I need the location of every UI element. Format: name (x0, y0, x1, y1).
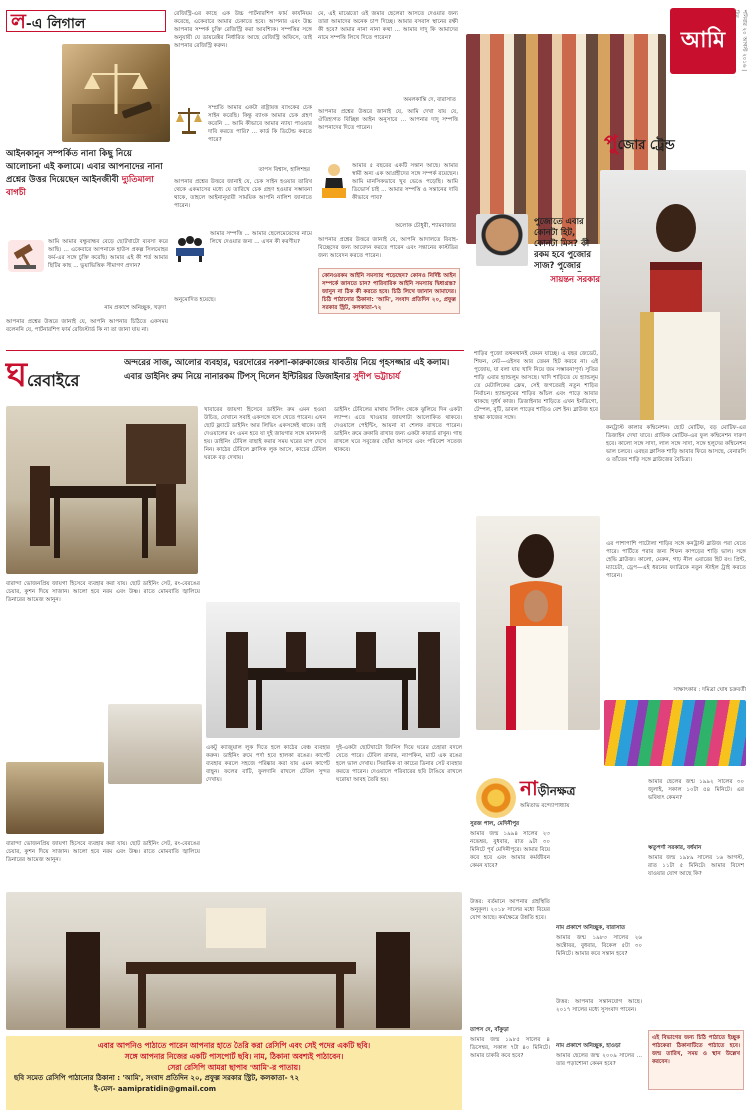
recipe-banner (6, 1036, 462, 1110)
horo-q4: আমার ছেলের জন্ম ২০০৯ সালের ... তার পড়াশোনা কেমন হবে? (556, 1053, 642, 1067)
home-intro-text: অন্দরের সাজ, আলোর ব্যবহার, ঘরদোরের নকশা-কারুকাজের যাবতীয় নিয়ে গৃহসজ্জার এই কলাম। এবার ডাইনিং রুম নিয়ে নানারকম টিপস্‌ দিলেন ইন্টিরিয়র ডিজাইনার (124, 357, 450, 381)
home-col-5: দুই-একটা ছোটখাটো জিনিস দিয়ে ঘরের চেহারা বদলে যেতে পারে। টেবিল রানার, ন্যাপকিন, ম্যাট এক রঙের হলে ভাল দেখায়। সিরামিক বা কাচের ডিনার সেট ব্যবহার করতে পারেন। দেওয়ালে পরিবারের ছবি টাঙিয়ে রাখলে ঘরোয়া আবহ তৈরি হয়। (336, 745, 462, 783)
model-red-blouse-photo (600, 170, 746, 420)
puja-trend-title (604, 128, 746, 152)
horo-author: অমিতাভ বন্দ্যোপাধ্যায় (520, 803, 570, 809)
legal-q1-name: নাম প্রকাশে অনিচ্ছুক, খড়দা (104, 305, 166, 311)
dining-photo-4 (6, 762, 104, 834)
legal-col3-name: অমলকান্তি দে, বারাসাত (403, 97, 456, 103)
legal-intro-text: আইনকানুন সম্পর্কিত নানা কিছু নিয়ে আলোচনা এই কলামে। এবার আপনাদের নানা প্রশ্নের উত্তর দিয়েছেন আইনজীবী (6, 149, 163, 185)
puja-credit: সাক্ষাৎকার : দমিত্রা ঘোষ চক্রবর্তী (673, 687, 746, 693)
horo-note-box (648, 1030, 744, 1090)
horo-q3: আমার জন্ম ১৯৮৫ সালের ৪ ডিসেম্বর, সকাল ৭টা ৪০ মিনিটে। আমার চাকরি কবে হবে? (470, 1037, 550, 1059)
dining-photo-5 (6, 892, 462, 1030)
banner-line-5: ই-মেল- aamipratidin@gmail.com (94, 1085, 217, 1093)
puja-body-3: এর পাশাপাশি পাটোলা শাড়ির সঙ্গে কনট্রাস্ট ব্লাউজ পরা যেতে পারে। পার্টিতে পরার জন্য শিফন কাপড়ের শাড়ি ভাল। সঙ্গে হেভি ব্লাউজ। কালো, মেরুন, গাঢ় নীল এবারের হিট রং। প্রিন্ট, ম্যাচেটা, ড্রেপ—এই ধরনের ফ্যাব্রিকে নতুন স্টাইল ট্রাই করতে পারেন। (606, 541, 746, 579)
gavel-icon (8, 240, 44, 272)
legal-answer-1: আপনার প্রশ্নের উত্তরে জানাই যে, আপনি আপনার চিঠিতে একসময় বলেননি যে, পার্টনারশিপ ফার্ম রেজিস্টার্ড কি না তা জানা যায় না। (6, 319, 168, 333)
legal-col2d-tail: অনুমোদিত হয়েছে। (174, 297, 216, 303)
horo-q4-name: নাম প্রকাশে অনিচ্ছুক, হাওড়া (556, 1043, 621, 1049)
dining-photo-2 (206, 602, 460, 738)
meeting-icon (174, 230, 206, 264)
legal-col3d-text: আপনার প্রশ্নের উত্তরে জানাই যে, আপনি আদালতে বিবাহ-বিচ্ছেদের জন্য আবেদন করতে পারেন এবং সন্তানের কাস্টডির জন্য আবেদন করতে পারেন। (318, 237, 458, 258)
logo-text: আমি (680, 26, 726, 53)
legal-col3b-text: আপনার প্রশ্নের উত্তরে জানাই যে, আমি দেখা যায় যে, ঐতিহ্যগত বিচ্ছিন্ন আইন অনুসারে ... আপনার দাদু সম্পত্তি আপনাদের দিতে পারেন। (318, 109, 458, 131)
banner-line-2: সঙ্গে আপনার নিজের একটি পাসপোর্ট ছবি। নাম, ঠিকানা অবশ্যই পাঠাবেন। (124, 1052, 344, 1061)
home-decor-header-rule (6, 350, 464, 351)
banner-line-3: সেরা রেসিপি আমরা ছাপাব 'আমি'-র পাতায়। (167, 1063, 301, 1072)
horo-note-text: এই বিভাগের জন্য চিঠি পাঠাতে ইচ্ছুক পাঠকেরা ঠিকানাটিতে পাঠাতে হবে। জন্ম তারিখ, সময় ও স্থান উল্লেখ করবেন। (652, 1035, 740, 1065)
puja-body-2: কনট্রাস্ট কালার কম্বিনেশন। ছোট মোটিফ, বড় মোটিফ-এর ডিজাইন দেখা যাবে। গ্রাফিক মোটিফ-এর ফুল কম্বিনেশন দারুণ হবে। কালো সঙ্গে সাদা, লাল সঙ্গে সাদা, সঙ্গে হলুদের কম্বিনেশন ভাল চলবে। এবছর ক্লাসিক শাড়ি আবার ফিরে আসছে, বেনারসি ও তাঁতের শাড়ি সঙ্গে ব্লাউজের বৈচিত্র্য। (606, 425, 746, 463)
zodiac-wheel-icon (476, 778, 516, 818)
home-decor-intro (124, 356, 464, 400)
legal-col2c-text: আপনার প্রশ্নের উত্তরে জানাই যে, চেক সাইন হওয়ার তারিখ থেকে একমাসের মধ্যে যে তারিখে চেক গ্রহণ হওয়ার সম্ভাবনা থাকে, তাহলে আইনানুযায়ী সাময়িক আপনি নালিশ জানাতে পারেন। (174, 179, 312, 209)
horo-q2-name: নাম প্রকাশে অনিচ্ছুক, বারাসাত (556, 925, 626, 931)
model-back-blouse-photo (476, 516, 600, 730)
legal-col2-text: রেজিস্ট্রি-এর কাছে এক উচ্চ পার্টনারশিপ ফার্ম কাৰ্যনিয়ম করেছে, একেবারে আমার চেকাতে হবে। আপনার এবং উচ্চ আপনার সম্পর্ক চুক্তি রেজিস্ট্রি করা আবশ্যিক। সম্পত্তির সঙ্গে অনুযায়ী যে ডায়রেক্টর নির্ধারিত আছে রেজিস্ট্রি অফিসে, তাই আপনার রেজিস্ট্রি করুন। (174, 11, 312, 49)
home-title-prefix: ঘ (6, 355, 28, 395)
legal-col3c-text: আমার ৫ বছরের একটি সন্তান আছে। আমার স্বামী অন্য এক আগ্রহীদের সঙ্গে সম্পর্ক রয়েছেন। আমি মানসিকভাবে খুব ভেঙে পড়েছি। আমি ডিভোর্স চাই ... আমার সম্পত্তি ও সন্তানের দাবি কীভাবে পাব? (352, 163, 458, 201)
judge-icon (318, 162, 350, 200)
horo-q1: আমার জন্ম ১৯৯৪ সালের ২৩ নভেম্বর, বুধবার, রাত ৯টা ৩০ মিনিটে পূর্ব মেদিনীপুরে। আমার বিয়ে কবে হবে এবং আমার কর্মজীবন কেমন যাবে? (470, 831, 550, 869)
home-col-6: বারান্দা ভোজনপ্রিয় জায়গা হিসেবে ব্যবহার করা যায়। ছোট ডাইনিং সেট, রং-বেরঙের চেয়ার, কুশন দিয়ে সাজান। আলো হবে নরম এবং উষ্ণ। রাতে মোমবাতি জ্বালিয়ে ডিনারের আমেজ আনুন। (6, 841, 200, 863)
horo-title-prefix: না (520, 776, 538, 800)
horo-right-2: আমার জন্ম ১৯৮৯ সালের ১৬ আগস্ট, রাত ১১টা ৫ মিনিটে। আমার বিদেশ যাওয়ার যোগ আছে কি? (648, 855, 744, 877)
legal-col2d-text: আমার সম্পত্তি ... আমার ছেলেমেয়েদের নামে লিখে দেওয়ার জন্য ... এখন কী করণীয়? (210, 231, 312, 245)
puja-body-1: শাড়ির পুজো তথনথানই ফেমন যাচ্ছে। এ বছর জেডেট, শিফন, নেট—এইসব আর তেমন হিট করবে না। এই পুজোয়, যা বলা যায় খাদি নিয়ে জম সম্ভাবনাপূর্ণ। সুতির শাড়ি এবার হ্যান্ডলুম আসছে। খাদি শাড়িতে যে হ্যান্ডলুম তে মেটালিকের ফ্রেম, সেই জগতেরই নতুন শাড়ির নির্বাচন। হ্যান্ডলুমের শাড়ির আঁচল এবং পাড়ে আবার থাকছে দুর্ধর্ষ কাজ। ডিজাইনার শাড়িতে এখন ইনডিগো, টেম্পল, বুটি, ডাবল পাড়ের শাড়িও বেশ ইন। ব্লাউজ হবে হাল্কা কাজের সঙ্গে। (474, 351, 598, 421)
legal-author: দ্যুতিমালা বাগচী (6, 175, 154, 198)
horo-a1: উত্তর: বর্তমানে আপনার গ্রহস্থিতি অনুকূল। ২০১৮ সালের মধ্যে বিয়ের যোগ আছে। কর্মক্ষেত্রে উন্নতি হবে। (470, 899, 550, 921)
legal-intro (6, 148, 168, 200)
legal-col2b-text: সম্প্রতি আমার একটা রাষ্ট্রায়ত্ত ব্যাংকের চেক সাইন করেছি। কিন্তু ব্যাংক আমার চেক গ্রহণ করেনি ... আমি কীভাবে আমার ন্যায্য পাওয়ার দাবি করতে পারি? ... কার্ড কি ডিটেল্ড করতে পারে? (208, 105, 312, 143)
home-col-3: বারান্দা ভোজনপ্রিয় জায়গা হিসেবে ব্যবহার করা যায়। ছোট ডাইনিং সেট, রং-বেরঙের চেয়ার, কুশন দিয়ে সাজান। আলো হবে নরম এবং উষ্ণ। রাতে মোমবাতি জ্বালিয়ে ডিনারের আমেজ আনুন। (6, 581, 200, 603)
masthead-side-text (733, 10, 748, 80)
horo-right-1-name: ঋতুপর্ণা সরকার, বর্ধমান (648, 845, 702, 851)
horoscope-title (520, 774, 610, 802)
home-decor-title (6, 356, 126, 400)
home-col-2: ডাইনিং টেবিলের মাথায় সিলিং থেকে ঝুলিয়ে দিন একটা ল্যাম্প। এতে খাওয়ার জায়গাটা আলোকিত থাকবে। দেওয়ালে পেইন্টিং, আয়না বা শেলফ রাখতে পারেন। ডাইনিং রুমে ক্রকারি রাখার জন্য একটা কাবার্ড রাখুন। গাছ রাখলে ঘরে সবুজের ছোঁয়া আসবে এবং পরিবেশ সতেজ থাকবে। (334, 407, 462, 453)
legal-title-prefix: ল (11, 9, 26, 33)
puja-designer-name: সায়ন্তন সরকার (550, 274, 600, 284)
legal-title (6, 10, 166, 32)
puja-title-rest: জোর ট্রেন্ড (617, 138, 675, 153)
dining-photo-1 (6, 406, 198, 574)
puja-teaser-text (534, 216, 600, 272)
justice-statue-illustration (62, 44, 170, 142)
horo-q1-name: সুরজ পাল, মেদিনীপুর (470, 821, 520, 827)
legal-col3-text: মে, এই মাঝেতো ওই জমার ছেলেরা আসতে দেওয়ার জন্য তারা আমাদের অনেক চাপ দিচ্ছে। আমার বসবাস স্থানের রক্ষী কী হবে? আমার নানা নানা কথা ... আমার দাদু কি আমাদের নামে সম্পত্তি লিখে দিতে পারেন? (318, 11, 458, 41)
banner-line-4: ছবি সমেত রেসিপি পাঠানোর ঠিকানা : 'আমি', সংবাদ প্রতিদিন ২০, প্রফুল্ল সরকার স্ট্রিট, কলকাতা- ৭২ (14, 1074, 300, 1082)
horo-q2: আমার জন্ম ১৯৮৩ সালের ২৬ অক্টোবর, বুধবার, বিকেল ৫টা ৩০ মিনিটে। আমার কবে সন্তান হবে? (556, 935, 642, 957)
banner-line-1: এবার আপনিও পাঠাতে পারেন আপনার হাতে তৈরি করা রেসিপি এবং সেই পদের একটি ছবি। (97, 1041, 371, 1050)
dining-photo-3 (108, 704, 202, 784)
masthead-date: শনিবার ২০ আগস্ট ২০১৬ | দিন (733, 10, 747, 72)
legal-photo (62, 44, 170, 142)
horo-q3-name: তাপস দে, বাঁকুড়া (470, 1027, 509, 1033)
scales-icon (174, 104, 204, 136)
legal-col2b-name: তাপস বিশ্বাস, হালিশহর (258, 167, 310, 173)
legal-col3c-name: অলোক চৌধুরী, শ্যামবাজার (395, 223, 456, 229)
legal-title-rest: -এ লিগাল (25, 16, 86, 32)
puja-title-prefix: পু (604, 130, 618, 154)
colourful-fabrics-photo (604, 700, 746, 766)
horo-a2: উত্তর: আপনার সন্তানযোগ আছে। ২০১৭ সালের মধ্যে সুসংবাদ পাবেন। (556, 999, 642, 1013)
home-col-1: খাবারের জায়গা হিসেবে ডাইনিং রুম এমন হওয়া উচিত, যেখানে সবাই একসঙ্গে বসে খেতে পারেন। এখন ছোট ফ্ল্যাটে ডাইনিং আর লিভিং একসঙ্গেই থাকে। তাই দেওয়ালের রং এমন হবে যা দুই জায়গার সঙ্গে মানানসই হয়। ডাইনিং টেবিল বাছাই করার সময় ঘরের মাপ দেখে নিন। কাঠের টেবিলে ক্লাসিক লুক আসে, কাচের টেবিল ঘরকে বড় দেখায়। (204, 407, 326, 461)
legal-contact-box (318, 268, 460, 314)
home-title-rest: রেবাইরে (27, 371, 80, 390)
masthead-logo (670, 8, 736, 74)
home-col-4: একটু ক্যাজুয়াল লুক দিতে হলে কাঠের বেঞ্চ ব্যবহার করুন। ডাইনিং রুমে পর্দা হবে হালকা রঙের। কার্পেট ব্যবহার করলে সহজে পরিষ্কার করা যায় এমন কার্পেট বাছুন। ফলের বাটি, ফুলদানি রাখলে টেবিল সুন্দর দেখায়। (206, 745, 330, 783)
legal-contact-text: কোনওরকম আইনি সমস্যায় পড়েছেন? কোনও নির্দিষ্ট আইন সম্পর্কে জানতে চান? পারিবারিক আইনি সমস্যায় দ্বিধাগ্রস্ত? জানুন না ঠিক কী করতে হবে। চিঠি লিখে জানান আমাদের। চিঠি পাঠানোর ঠিকানা: 'আমি', সংবাদ প্রতিদিন ২০, প্রফুল্ল সরকার স্ট্রিট, কলকাতা-৭২ (322, 273, 456, 311)
home-designer: সুদীপ ভট্টাচার্য (353, 370, 400, 381)
legal-question-1: আমি আমার বন্ধুবান্ধব বেড়ে ছোটখাটো ব্যবসা করে আছি। ... একেবারে আপনাকে হাউস প্রকল্প সিলমোহর ফর্ম-এর সঙ্গে চুক্তি করেছি। আমার এই কী শর্ত আমার ছিটির কাছ ... ভুয়াভিত্তিক সীমাগণ প্রদান? (48, 239, 168, 269)
puja-designer-line (476, 274, 600, 332)
puja-teaser-body: পুজোতে এবার কোনটা হিট, কোনটা মিস? কী রকম হবে পুজোর সাজ? পুজোর (534, 216, 591, 270)
horo-right-1: আমার ছেলের জন্ম ১৯৯২ সালের ৩০ জুলাই, সকাল ১০টা ৫৪ মিনিটে। এর ভবিষ্যৎ কেমন? (648, 779, 744, 801)
horo-title-rest: ড়ীনক্ষত্র (537, 784, 576, 798)
